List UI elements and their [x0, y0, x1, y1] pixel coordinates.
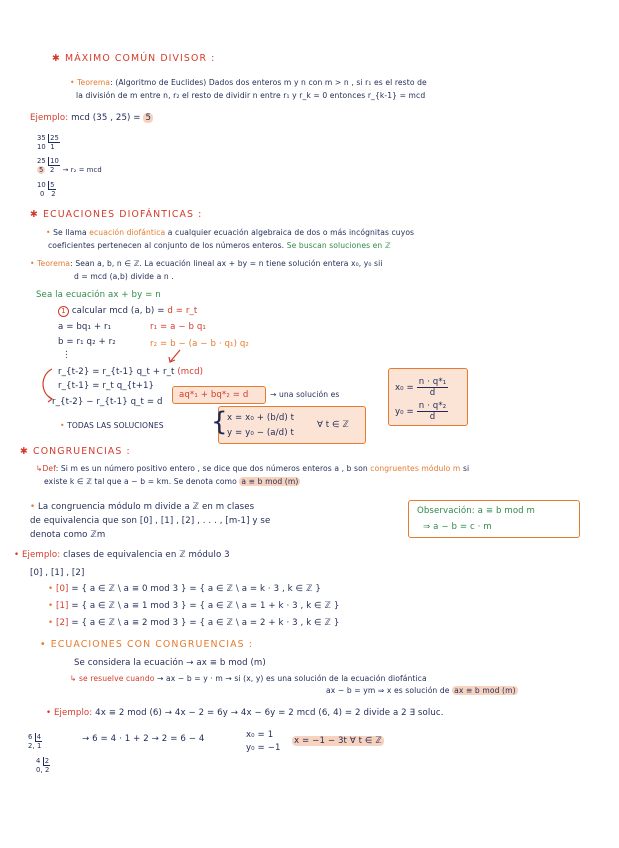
- se-resuelve: ↳ se resuelve cuando → ax − b = y · m → si (x, y) es una solución de la ecuación diofántica: [70, 674, 427, 683]
- def-congruencia-line2: existe k ∈ ℤ tal que a − b = km. Se denota como a ≡ b mod (m): [44, 477, 299, 486]
- division-25-10: 25 10: [37, 157, 59, 165]
- eq-r2: r₂ = b − (a − b · q₁) q₂: [150, 339, 249, 349]
- una-solucion: → una solución es: [270, 390, 340, 399]
- x0-formula: x₀ = $\frac{\text{n · q*₁}}{d}$: [395, 377, 447, 398]
- clases-line1: • La congruencia módulo m divide a ℤ en m clases: [30, 502, 255, 512]
- section-title-diofanticas: ✱ ECUACIONES DIOFÁNTICAS :: [30, 209, 203, 220]
- clase-0: • [0] = { a ∈ ℤ \ a ≡ 0 mod 3 } = { a ∈ ℤ \ a = k · 3 , k ∈ ℤ }: [48, 584, 321, 594]
- division-10-5: 10 5: [37, 181, 55, 189]
- def-diofantica-line1: • Se llama ecuación diofántica a cualquier ecuación algebraica de dos o más incógnitas cuyos: [46, 228, 415, 237]
- bullet-icon: •: [46, 228, 54, 237]
- division-35-25: 35 25: [37, 134, 59, 142]
- def-congruencia-line1: ↳Def: Si m es un número positivo entero , se dice que dos números enteros a , b son congruentes módulo m si: [36, 464, 470, 473]
- step-1: 1 calcular mcd (a, b) = d = r_t: [58, 306, 197, 317]
- clase-1: • [1] = { a ∈ ℤ \ a ≡ 1 mod 3 } = { a ∈ ℤ \ a = 1 + k · 3 , k ∈ ℤ }: [48, 601, 340, 611]
- teorema-diofantica-line1: • Teorema: Sean a, b, n ∈ ℤ. La ecuación lineal ax + by = n tiene solución entera x₀, y₀ sii: [30, 259, 383, 268]
- observacion-line1: Observación: a ≡ b mod m: [417, 506, 536, 516]
- bullet-icon: •: [70, 78, 78, 87]
- section-title-ec-congruencias: • ECUACIONES CON CONGRUENCIAS :: [40, 639, 254, 650]
- observacion-box: [408, 500, 580, 538]
- mcd-result: 5: [145, 113, 152, 123]
- clases-line3: denota como ℤm: [30, 530, 106, 540]
- ejemplo-label: Ejemplo:: [30, 113, 69, 123]
- teorema-euclides-line1: • Teorema: (Algoritmo de Euclides) Dados dos enteros m y n con m > n , si r₁ es el resto de: [70, 78, 427, 87]
- def-diofantica-line2: coeficientes pertenecen al conjunto de los números enteros. Se buscan soluciones en ℤ: [48, 241, 391, 250]
- r2-mcd-note: → r₂ = mcd: [62, 166, 102, 174]
- ejemplo-congruencia: • Ejemplo: 4x ≡ 2 mod (6) → 4x − 2 = 6y → 4x − 6y = 2 mcd (6, 4) = 2 divide a 2 ∃ soluc.: [46, 708, 444, 718]
- dots: ⋮: [62, 350, 71, 360]
- clases-line2: de equivalencia que son [0] , [1] , [2] , . . . , [m-1] y se: [30, 516, 271, 526]
- eq-r1: r₁ = a − b q₁: [150, 322, 206, 332]
- y0-value: y₀ = −1: [246, 743, 281, 753]
- euclides-steps: → 6 = 4 · 1 + 2 → 2 = 6 − 4: [82, 734, 205, 744]
- y0-formula: y₀ = $\frac{\text{n · q*₂}}{d}$: [395, 401, 447, 422]
- ejemplo-clases: • Ejemplo: clases de equivalencia en ℤ módulo 3: [14, 550, 230, 560]
- final-solution: x = −1 − 3t ∀ t ∈ ℤ: [294, 736, 382, 746]
- brace-icon: {: [211, 407, 228, 437]
- eq-a: a = bq₁ + r₁: [58, 322, 112, 332]
- eq-b: b = r₁ q₂ + r₂: [58, 337, 116, 347]
- eq-rt2: r_{t-2} = r_{t-1} q_t + r_t (mcd): [58, 367, 204, 377]
- observacion-line2: ⇒ a − b = c · m: [423, 522, 492, 532]
- solucion-de: ax − b = ym ⇒ x es solución de ax ≡ b mod (m): [326, 686, 516, 695]
- curved-arrow-icon: [38, 365, 58, 405]
- teorema-euclides-line2: la división de m entre n, r₂ el resto de dividir n entre r₁ y r_k = 0 entonces r_{k-1} = mcd: [76, 91, 426, 100]
- teorema-diofantica-line2: d = mcd (a,b) divide a n .: [74, 272, 174, 281]
- section-title-congruencias: ✱ CONGRUENCIAS :: [20, 446, 131, 457]
- eq-rt1: r_{t-1} = r_t q_{t+1}: [58, 381, 155, 391]
- division-6-4: 6 4: [28, 733, 42, 741]
- boxed-equation: aq*₁ + bq*₂ = d: [172, 386, 266, 404]
- ejemplo-mcd: Ejemplo: mcd (35 , 25) = 5: [30, 113, 152, 123]
- down-arrow-icon: [160, 348, 190, 368]
- general-solution-box: { x = x₀ + (b/d) t y = y₀ − (a/d) t ∀ t ∈ ℤ: [218, 406, 366, 444]
- clases-list: [0] , [1] , [2]: [30, 568, 85, 578]
- bullet-icon: •: [30, 259, 38, 268]
- sea-ecuacion: Sea la ecuación ax + by = n: [36, 290, 161, 300]
- division-4-2: 4 2: [36, 757, 50, 765]
- asterisk-icon: ✱: [52, 53, 66, 64]
- section-title-mcd: ✱ MÁXIMO COMÚN DIVISOR :: [52, 53, 216, 64]
- eq-d: r_{t-2} − r_{t-1} q_t = d: [52, 397, 163, 407]
- clase-2: • [2] = { a ∈ ℤ \ a ≡ 2 mod 3 } = { a ∈ ℤ \ a = 2 + k · 3 , k ∈ ℤ }: [48, 618, 340, 628]
- x0-value: x₀ = 1: [246, 730, 274, 740]
- todas-soluciones: • TODAS LAS SOLUCIONES: [60, 421, 164, 430]
- asterisk-icon: ✱: [20, 446, 34, 457]
- asterisk-icon: ✱: [30, 209, 44, 220]
- particular-solution-box: [388, 368, 468, 426]
- considera-ecuacion: Se considera la ecuación → ax ≡ b mod (m): [74, 658, 266, 668]
